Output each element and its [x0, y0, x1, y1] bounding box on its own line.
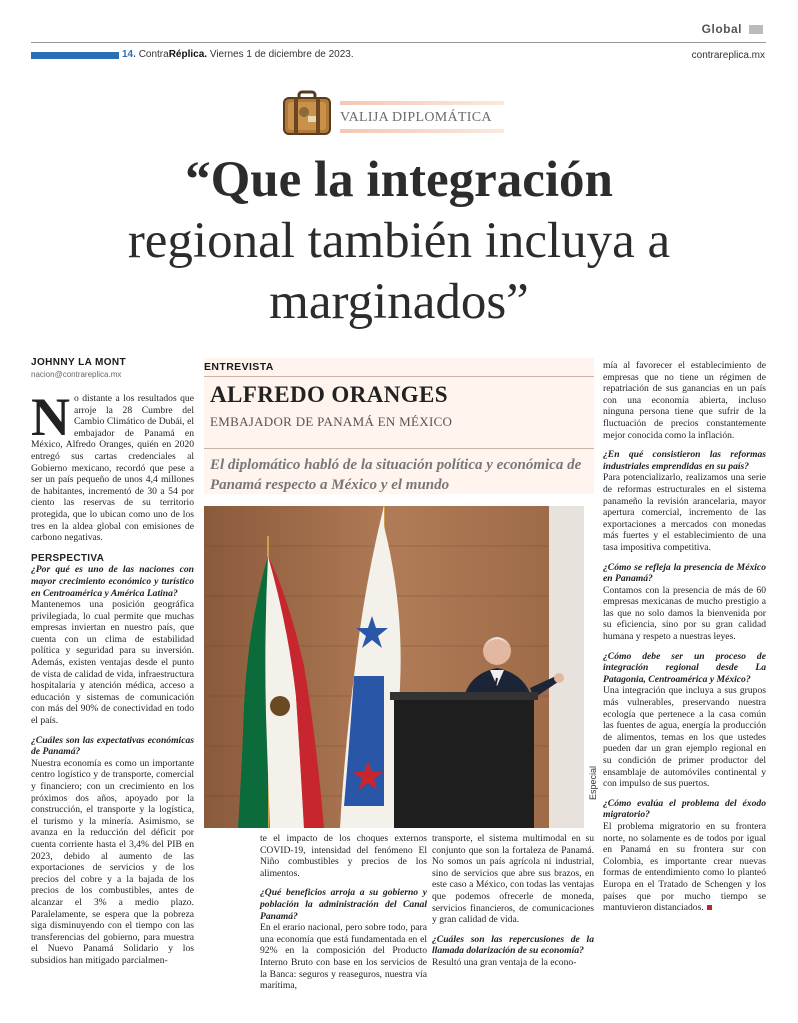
page-number: 14.: [122, 49, 136, 60]
top-rule: [31, 42, 766, 43]
answer: Para potencializarlo, realizamos una serie de reformas estructurales en el sistema panameño la revisión arancelaria, mayor apertura comercial, incremento de las exportaciones a mercados con monedas más fuertes y el establecimiento de una tasa impositiva competitiva.: [603, 472, 766, 553]
answer: [603, 821, 766, 914]
answer-continued: te el impacto de los choques externos COVID-19, intensidad del fenómeno El Niño combustibles y precios de los alimentos.: [260, 833, 427, 879]
answer: Resultó una gran ventaja de la econo-: [432, 956, 577, 968]
brand-part1: Contra: [138, 49, 169, 60]
brand-part2: Réplica.: [168, 49, 208, 60]
question: ¿Cómo evalúa el problema del éxodo migratorio?: [603, 797, 766, 821]
answer: Una integración que incluya a sus grupos más vulnerables, preservando nuestra ecología que pertenece a la casa común las fuentes de agua, energía la producción de alimentos, temas en los que ustedes pueden dar un gran ejemplo regional en su condición de primer productor del ensamblaje de automóviles continental y con impulso de sus puertos.: [603, 685, 766, 790]
drop-cap: N: [31, 387, 70, 447]
question: ¿Cuáles son las repercusiones de la llamada dolarización de su economía?: [432, 933, 594, 957]
folio: [122, 49, 354, 60]
question: ¿Cuáles son las expectativas económicas de Panamá?: [31, 734, 194, 758]
author: JOHNNY LA MONT: [31, 357, 127, 368]
answer: Contamos con la presencia de más de 60 empresas mexicanas de mucho prestigio a las que no solo damos la bienvenida por su eficiencia, sino por su gran calidad humana y respeto a nuestras leyes.: [603, 584, 766, 643]
suitcase-icon: [282, 90, 332, 136]
role-rule: [204, 448, 594, 449]
photo-credit: Especial: [588, 765, 598, 800]
deck: El diplomático habló de la situación política y económica de Panamá respecto a México y el mundo: [210, 457, 582, 493]
article-column-3: [432, 833, 594, 969]
column-label-rule-bottom: [340, 129, 504, 133]
article-column-1: [31, 387, 194, 967]
question: ¿Cómo debe ser un proceso de integración regional desde La Patagonia, Centroamérica y México?: [603, 650, 766, 685]
answer: Mantenemos una posición geográfica privilegiada, lo cual permite que muchas empresas inviertan en nuestro país, que cuenta con un clima de estabilidad política y seguridad para su inversión. Además, existen ventajas desde el punto de vista de calidad de vida, infraestructura hospitalaria y atención médica, acceso a educación y sistemas de comunicación con más del 90% de conectividad en todo el país.: [31, 599, 194, 727]
question: ¿En qué consistieron las reformas industriales emprendidas en su país?: [603, 449, 766, 472]
issue-date: Viernes 1 de diciembre de 2023.: [209, 49, 354, 60]
answer: En el erario nacional, pero sobre todo, para una economía que está fundamentada en el 92% en la composición del Producto Interno Bruto con base en los servicios de la Banca: seguros y reaseguros, nuestra vía marítima,: [260, 922, 427, 992]
lead-paragraph: o distante a los resultados que arroje la 28 Cumbre del Cambio Climático de Dubái, el embajador de Panamá en México, Alfredo Oranges, quién en 2020 entregó sus cartas credenciales al Gobierno mexicano, recordó que pese a ser un país pequeño de unos 4,4 millones de habitantes, incrementó de 30 a 54 por ciento las reservas de su territorio protegida, que lo ubican como uno de los tres en la aldea global con emisiones de carbono negativas.: [31, 393, 194, 544]
interview-kicker: ENTREVISTA: [204, 361, 274, 373]
article-column-4: [603, 360, 766, 914]
site-url: contrareplica.mx: [691, 50, 765, 61]
question: ¿Qué beneficios arroja a su gobierno y población la administración del Canal Panamá?: [260, 887, 427, 922]
answer-continued: transporte, el sistema multimodal en su conjunto que son la fortaleza de Panamá. No somos un país agrícola ni industrial, sino de servicios que abre sus brazos, en este caso a México, con todas las ventajas que podemos ofrecerle de moneda, servicios financieros, de comunicaciones y gran calidad de vida.: [432, 833, 594, 926]
column-label-rule-top: [340, 101, 504, 105]
subhead: PERSPECTIVA: [31, 552, 105, 564]
section-bar: [749, 25, 763, 34]
headline-line-3: marginados”: [269, 274, 529, 330]
author-email: nacion@contrareplica.mx: [31, 370, 122, 379]
interviewee-role: EMBAJADOR DE PANAMÁ EN MÉXICO: [210, 414, 453, 429]
kicker-rule: [204, 376, 594, 377]
headline: [20, 150, 778, 333]
answer-continued: mía al favorecer el establecimiento de empresas que no tiene un régimen de repatriación de sus ganancias en un país con una economía abierta, incluso ninguna persona tiene que sufrir de la fluctuación de precios constantemente mejor conocida como la inflación.: [603, 360, 766, 441]
headline-line-1: “Que la integración: [185, 152, 613, 208]
page-accent-arrow: [113, 52, 119, 58]
section-label: Global: [701, 22, 742, 36]
ambassador-photo: [204, 506, 584, 828]
interviewee-name: ALFREDO ORANGES: [210, 382, 448, 407]
column-label: VALIJA DIPLOMÁTICA: [340, 110, 492, 125]
question: ¿Por qué es uno de las naciones con mayor crecimiento económico y turístico en Centroamérica y América Latina?: [31, 564, 194, 599]
headline-line-2: regional también incluya a: [127, 213, 671, 269]
end-mark-icon: [707, 905, 712, 910]
page-accent-bar: [31, 52, 119, 59]
question: ¿Cómo se refleja la presencia de México en Panamá?: [603, 561, 766, 585]
article-column-2: [260, 833, 427, 992]
answer: Nuestra economía es como un importante centro logístico y de transporte, comercial y financiero; con un crecimiento en los próximos dos años, apoyado por la construcción, el transporte y la logística, el turismo y la minería. Asimismo, se avanza en la reducción del déficit por cuenta corriente hasta el 3,4% del PIB en 2023, debido al aumento de las exportaciones de servicios y de los precios del cobre y a la bajada de los precios de los combustibles, antes de alcanzar el 3% a medio plazo. Paralelamente, se espera que la pobreza siga disminuyendo con el tiempo con las transferencias del gobierno, para muestra el Nuevo Panamá Solidario y los subsidios han mitigado parcialmen-: [31, 757, 194, 966]
final-answer-text: El problema migratorio en su frontera norte, no solamente es de todos por igual en Panamá en su frontera sur con Colombia, es importante crear nuevas formas de entendimiento como lo planteó Europa en el Tratado de Schengen y los países que por mucho tiempo se mantuvieron distanciados.: [603, 820, 766, 914]
